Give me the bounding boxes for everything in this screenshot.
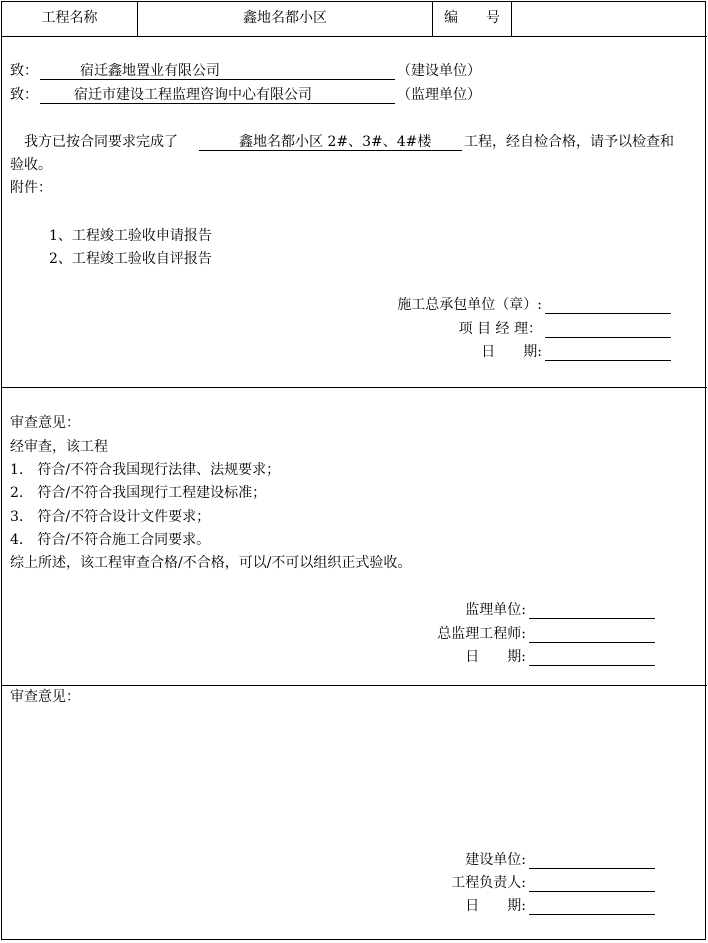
manager-sign-line [545, 337, 671, 338]
contractor-sign-line [545, 313, 671, 314]
review-item: 1. 符合/不符合我国现行法律、法规要求； [10, 462, 281, 478]
body-text-end: 工程，经自检合格，请予以检查和 [464, 134, 674, 150]
supervisor-review-heading: 审查意见： [10, 415, 80, 431]
manager-sign-label: 项 目 经 理： [458, 321, 542, 337]
contractor-date-line [545, 360, 671, 361]
owner-person-label: 工程负责人: [451, 875, 526, 891]
owner-review-heading: 审查意见： [10, 689, 80, 705]
body-project-underline [199, 150, 462, 151]
owner-unit-label: 建设单位: [465, 852, 526, 868]
owner-date-label: 日 期: [465, 898, 526, 914]
supervisor-date-line [529, 665, 655, 666]
chief-engineer-line [529, 642, 655, 643]
body-text-line2: 验收。 [10, 157, 52, 173]
section-divider [1, 685, 707, 686]
attachment-item: 1、工程竣工验收申请报告 [49, 228, 212, 244]
body-project-fill: 鑫地名都小区 2#、3#、4#楼 [239, 134, 432, 150]
owner-date-line [529, 914, 655, 915]
to-supervisor-value: 宿迁市建设工程监理咨询中心有限公司 [74, 87, 312, 103]
contractor-date-label: 日 期: [481, 344, 542, 360]
to-owner-suffix: （建设单位） [397, 63, 481, 79]
attachment-item: 2、工程竣工验收自评报告 [49, 251, 212, 267]
to-supervisor-underline [40, 103, 395, 104]
project-name-label: 工程名称 [41, 10, 98, 26]
contractor-sign-label: 施工总承包单位（章）: [397, 297, 542, 313]
body-text-start: 我方已按合同要求完成了 [24, 134, 178, 150]
review-item: 4. 符合/不符合施工合同要求。 [10, 532, 211, 548]
to-owner-value: 宿迁鑫地置业有限公司 [80, 63, 220, 79]
section-divider [1, 387, 707, 388]
number-value [512, 8, 705, 28]
to-owner-underline [40, 79, 395, 80]
review-item: 2. 符合/不符合我国现行工程建设标准； [10, 485, 267, 501]
supervisor-date-label: 日 期: [465, 649, 526, 665]
header-divider [1, 36, 707, 37]
review-conclusion: 综上所述，该工程审查合格/不合格，可以/不可以组织正式验收。 [10, 555, 412, 571]
supervisor-review-intro: 经审查，该工程 [10, 439, 108, 455]
to-supervisor-prefix: 致： [10, 87, 38, 103]
to-owner-prefix: 致： [10, 63, 38, 79]
supervisor-unit-line [529, 618, 655, 619]
owner-unit-line [529, 868, 655, 869]
to-supervisor-suffix: （监理单位） [397, 87, 481, 103]
chief-engineer-label: 总监理工程师: [437, 626, 526, 642]
number-label: 编 号 [444, 10, 500, 26]
attachments-label: 附件： [10, 180, 52, 196]
review-item: 3. 符合/不符合设计文件要求； [10, 509, 211, 525]
project-name-value: 鑫地名都小区 [243, 10, 327, 26]
supervisor-unit-label: 监理单位: [465, 602, 526, 618]
owner-person-line [529, 891, 655, 892]
